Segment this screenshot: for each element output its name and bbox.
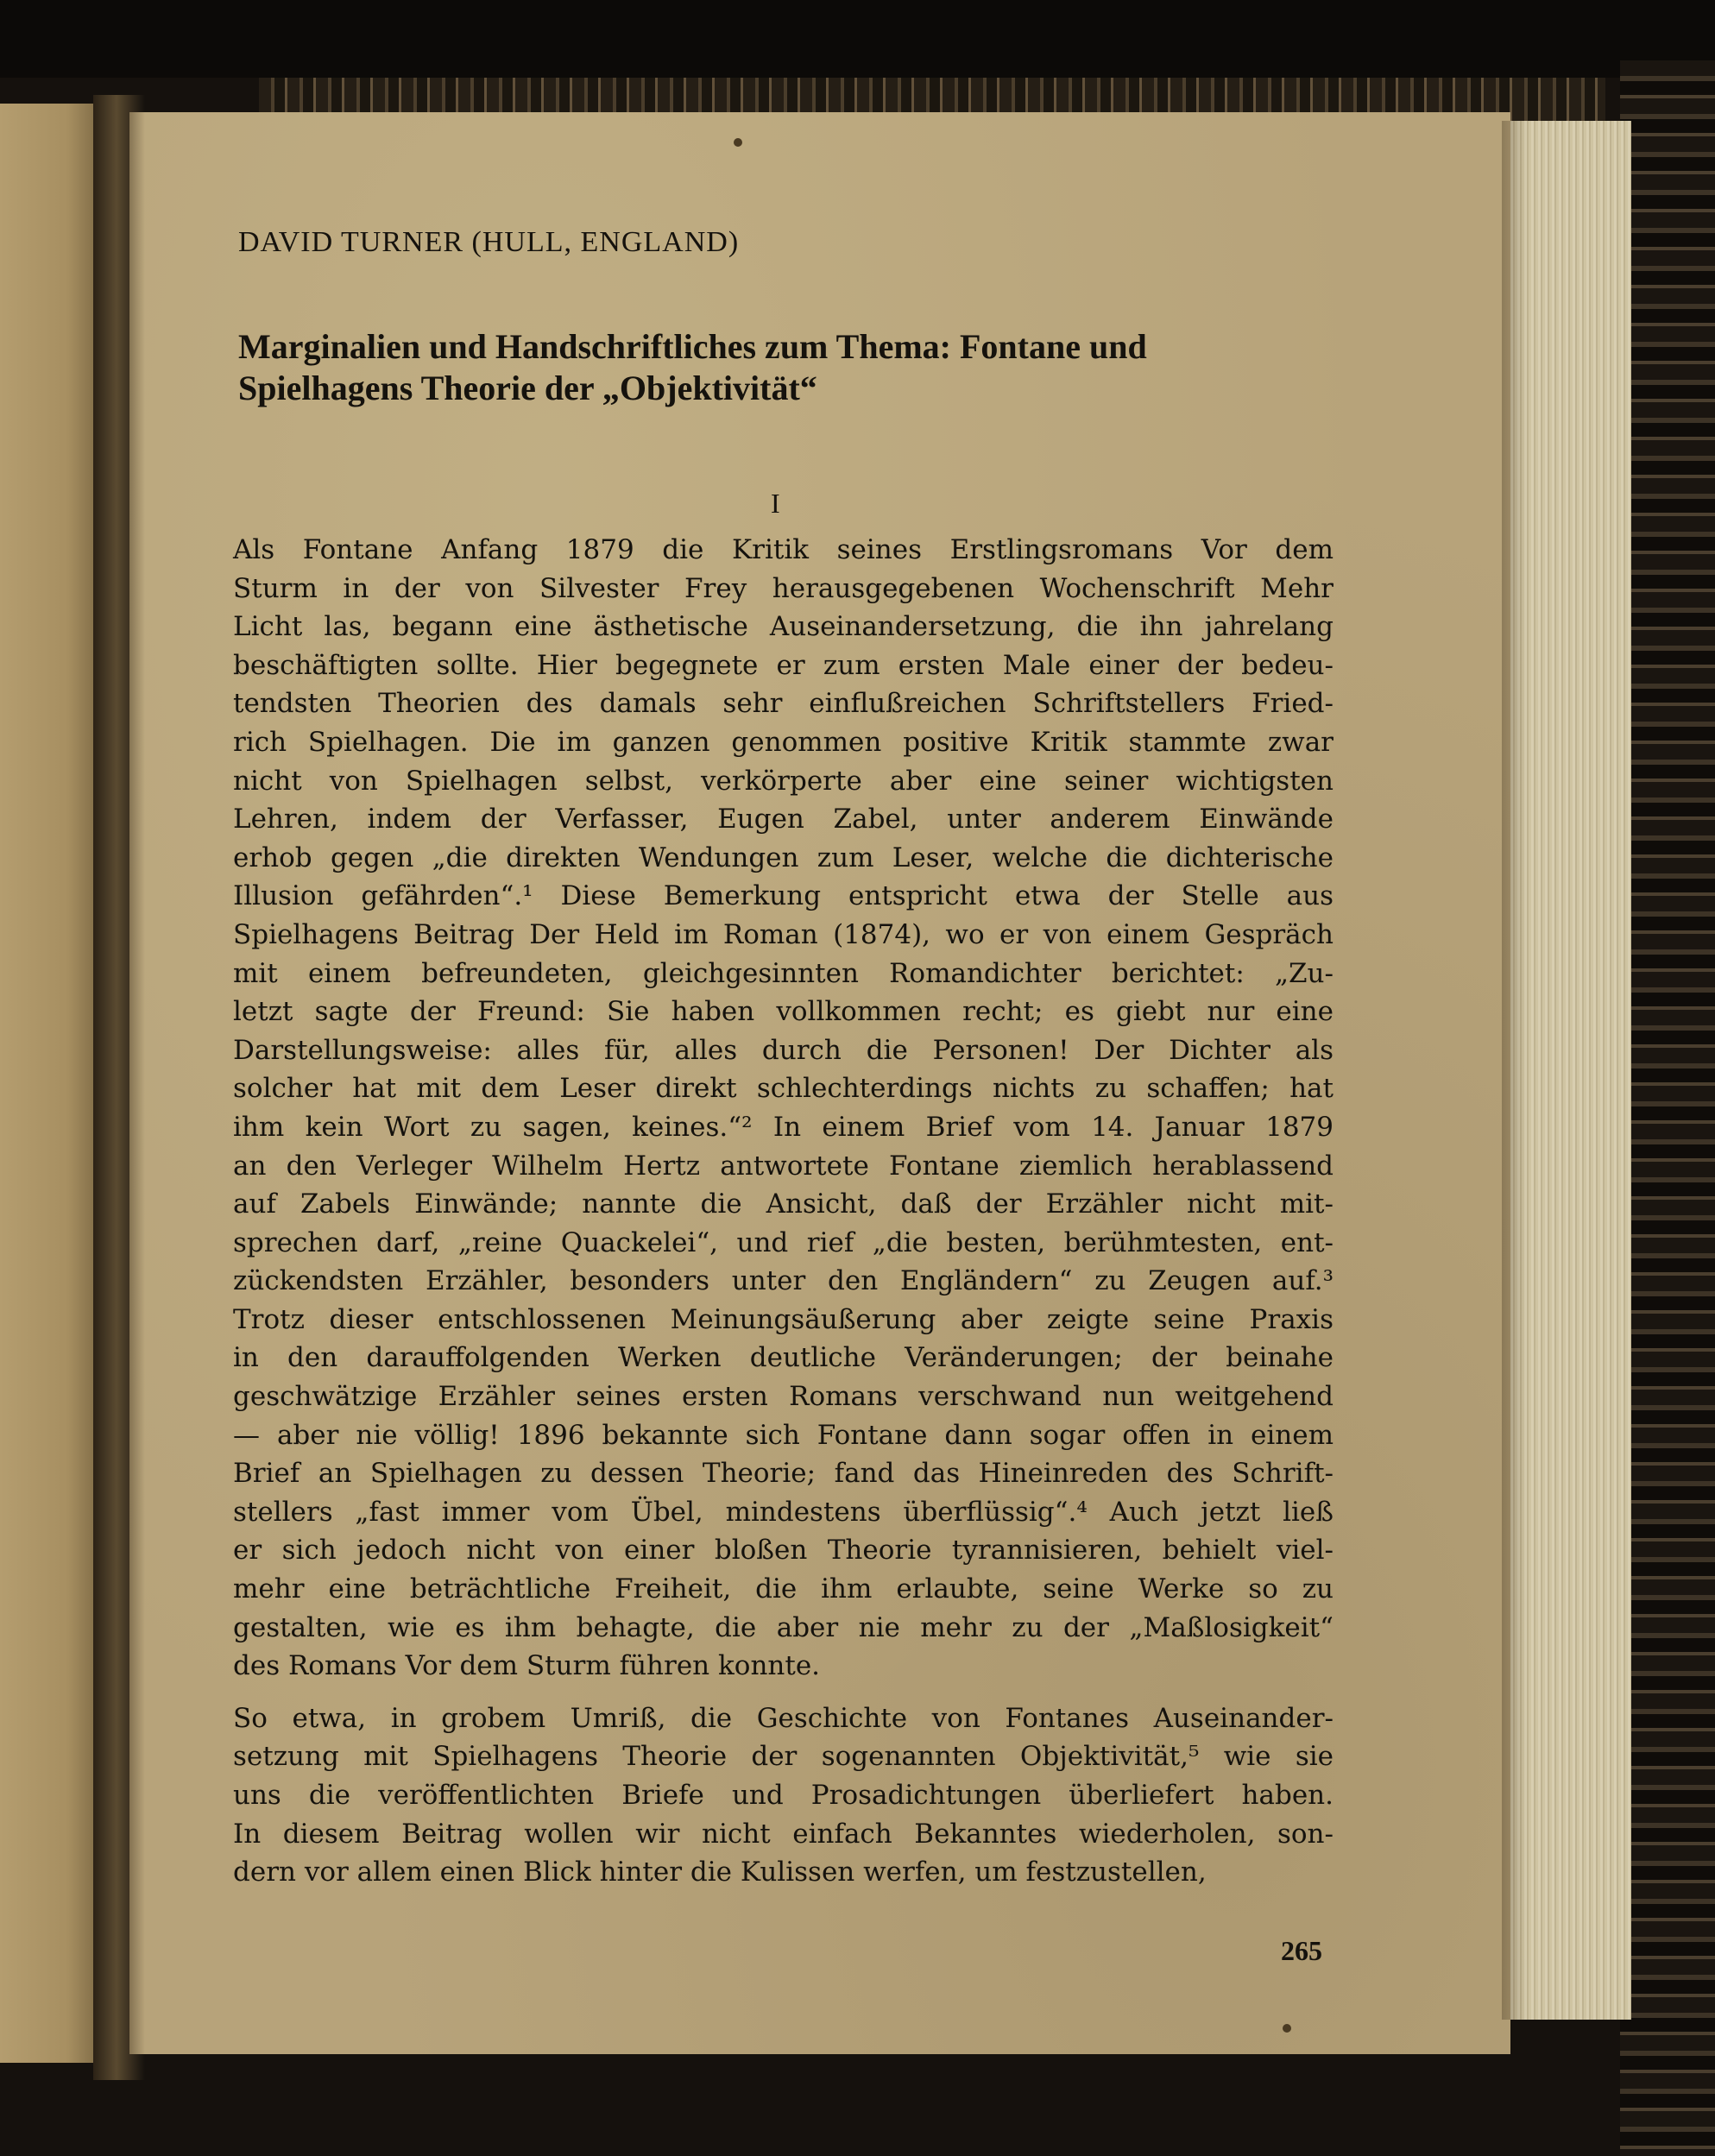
text-line: Brief an Spielhagen zu dessen Theorie; fand das Hineinreden des Schrift- <box>233 1458 1334 1490</box>
text-line: mehr eine beträchtliche Freiheit, die ihm erlaubte, seine Werke so zu <box>233 1573 1334 1605</box>
text-line: setzung mit Spielhagens Theorie der sogenannten Objektivität,⁵ wie sie <box>233 1741 1334 1773</box>
text-line: In diesem Beitrag wollen wir nicht einfach Bekanntes wiederholen, son- <box>233 1818 1334 1850</box>
title-line: Marginalien und Handschriftliches zum Thema: Fontane und <box>238 327 1147 366</box>
text-line: letzt sagte der Freund: Sie haben vollkommen recht; es giebt nur eine <box>233 996 1334 1028</box>
paper-speck <box>1283 2024 1291 2033</box>
text-line: dern vor allem einen Blick hinter die Kulissen werfen, um festzustellen, <box>233 1857 1207 1888</box>
paragraph <box>233 531 1334 1686</box>
page-gutter <box>93 95 145 2080</box>
text-line: erhob gegen „die direkten Wendungen zum Leser, welche die dichterische <box>233 842 1334 873</box>
text-line: rich Spielhagen. Die im ganzen genommen positive Kritik stammte zwar <box>233 726 1334 758</box>
text-line: an den Verleger Wilhelm Hertz antwortete Fontane ziemlich herablassend <box>233 1150 1334 1182</box>
text-line: Lehren, indem der Verfasser, Eugen Zabel, unter anderem Einwände <box>233 804 1334 835</box>
body-text <box>233 531 1334 1892</box>
paper-speck <box>734 138 742 147</box>
book-binding <box>1620 60 1715 2156</box>
page-edge-shadow <box>1502 121 1528 2020</box>
text-line: So etwa, in grobem Umriß, die Geschichte von Fontanes Auseinander- <box>233 1702 1334 1734</box>
section-number: I <box>771 488 780 519</box>
author-line: DAVID TURNER (HULL, ENGLAND) <box>238 226 740 258</box>
text-line: Als Fontane Anfang 1879 die Kritik seines Erstlingsromans Vor dem <box>233 534 1334 565</box>
text-line: gestalten, wie es ihm behagte, die aber nie mehr zu der „Maßlosigkeit“ <box>233 1611 1334 1643</box>
text-line: geschwätzige Erzähler seines ersten Romans verschwand nun weitgehend <box>233 1381 1334 1413</box>
text-line: — aber nie völlig! 1896 bekannte sich Fontane dann sogar offen in einem <box>233 1419 1334 1451</box>
text-line: Illusion gefährden“.¹ Diese Bemerkung entspricht etwa der Stelle aus <box>233 880 1334 912</box>
page-number: 265 <box>1281 1935 1322 1966</box>
text-line: stellers „fast immer vom Übel, mindestens überflüssig“.⁴ Auch jetzt ließ <box>233 1496 1334 1528</box>
text-line: Trotz dieser entschlossenen Meinungsäußerung aber zeigte seine Praxis <box>233 1303 1334 1335</box>
text-line: uns die veröffentlichten Briefe und Prosadichtungen überliefert haben. <box>233 1780 1334 1811</box>
text-line: zückendsten Erzähler, besonders unter den Engländern“ zu Zeugen auf.³ <box>233 1265 1334 1297</box>
text-line: Sturm in der von Silvester Frey herausgegebenen Wochenschrift Mehr <box>233 572 1334 604</box>
text-line: Spielhagens Beitrag Der Held im Roman (1874), wo er von einem Gespräch <box>233 918 1334 950</box>
page-edges <box>1510 121 1631 2020</box>
text-line: sprechen darf, „reine Quackelei“, und rief „die besten, berühmtesten, ent- <box>233 1226 1334 1258</box>
text-line: Darstellungsweise: alles für, alles durch die Personen! Der Dichter als <box>233 1034 1334 1066</box>
article-title <box>238 326 1352 409</box>
text-line: tendsten Theorien des damals sehr einflußreichen Schriftstellers Fried- <box>233 688 1334 720</box>
paragraph-gap <box>233 1686 1334 1699</box>
text-line: auf Zabels Einwände; nannte die Ansicht, daß der Erzähler nicht mit- <box>233 1188 1334 1220</box>
paragraph <box>233 1699 1334 1892</box>
text-line: ihm kein Wort zu sagen, keines.“² In einem Brief vom 14. Januar 1879 <box>233 1111 1334 1143</box>
text-line: beschäftigten sollte. Hier begegnete er zum ersten Male einer der bedeu- <box>233 649 1334 681</box>
text-line: des Romans Vor dem Sturm führen konnte. <box>233 1650 821 1682</box>
text-line: er sich jedoch nicht von einer bloßen Theorie tyrannisieren, behielt viel- <box>233 1535 1334 1567</box>
text-line: Licht las, begann eine ästhetische Auseinandersetzung, die ihn jahrelang <box>233 611 1334 643</box>
text-line: mit einem befreundeten, gleichgesinnten Romandichter berichtet: „Zu- <box>233 957 1334 989</box>
text-line: in den darauffolgenden Werken deutliche Veränderungen; der beinahe <box>233 1342 1334 1374</box>
text-line: nicht von Spielhagen selbst, verkörperte aber eine seiner wichtigsten <box>233 765 1334 797</box>
title-line: Spielhagens Theorie der „Objektivität“ <box>238 369 817 407</box>
text-line: solcher hat mit dem Leser direkt schlechterdings nichts zu schaffen; hat <box>233 1073 1334 1105</box>
